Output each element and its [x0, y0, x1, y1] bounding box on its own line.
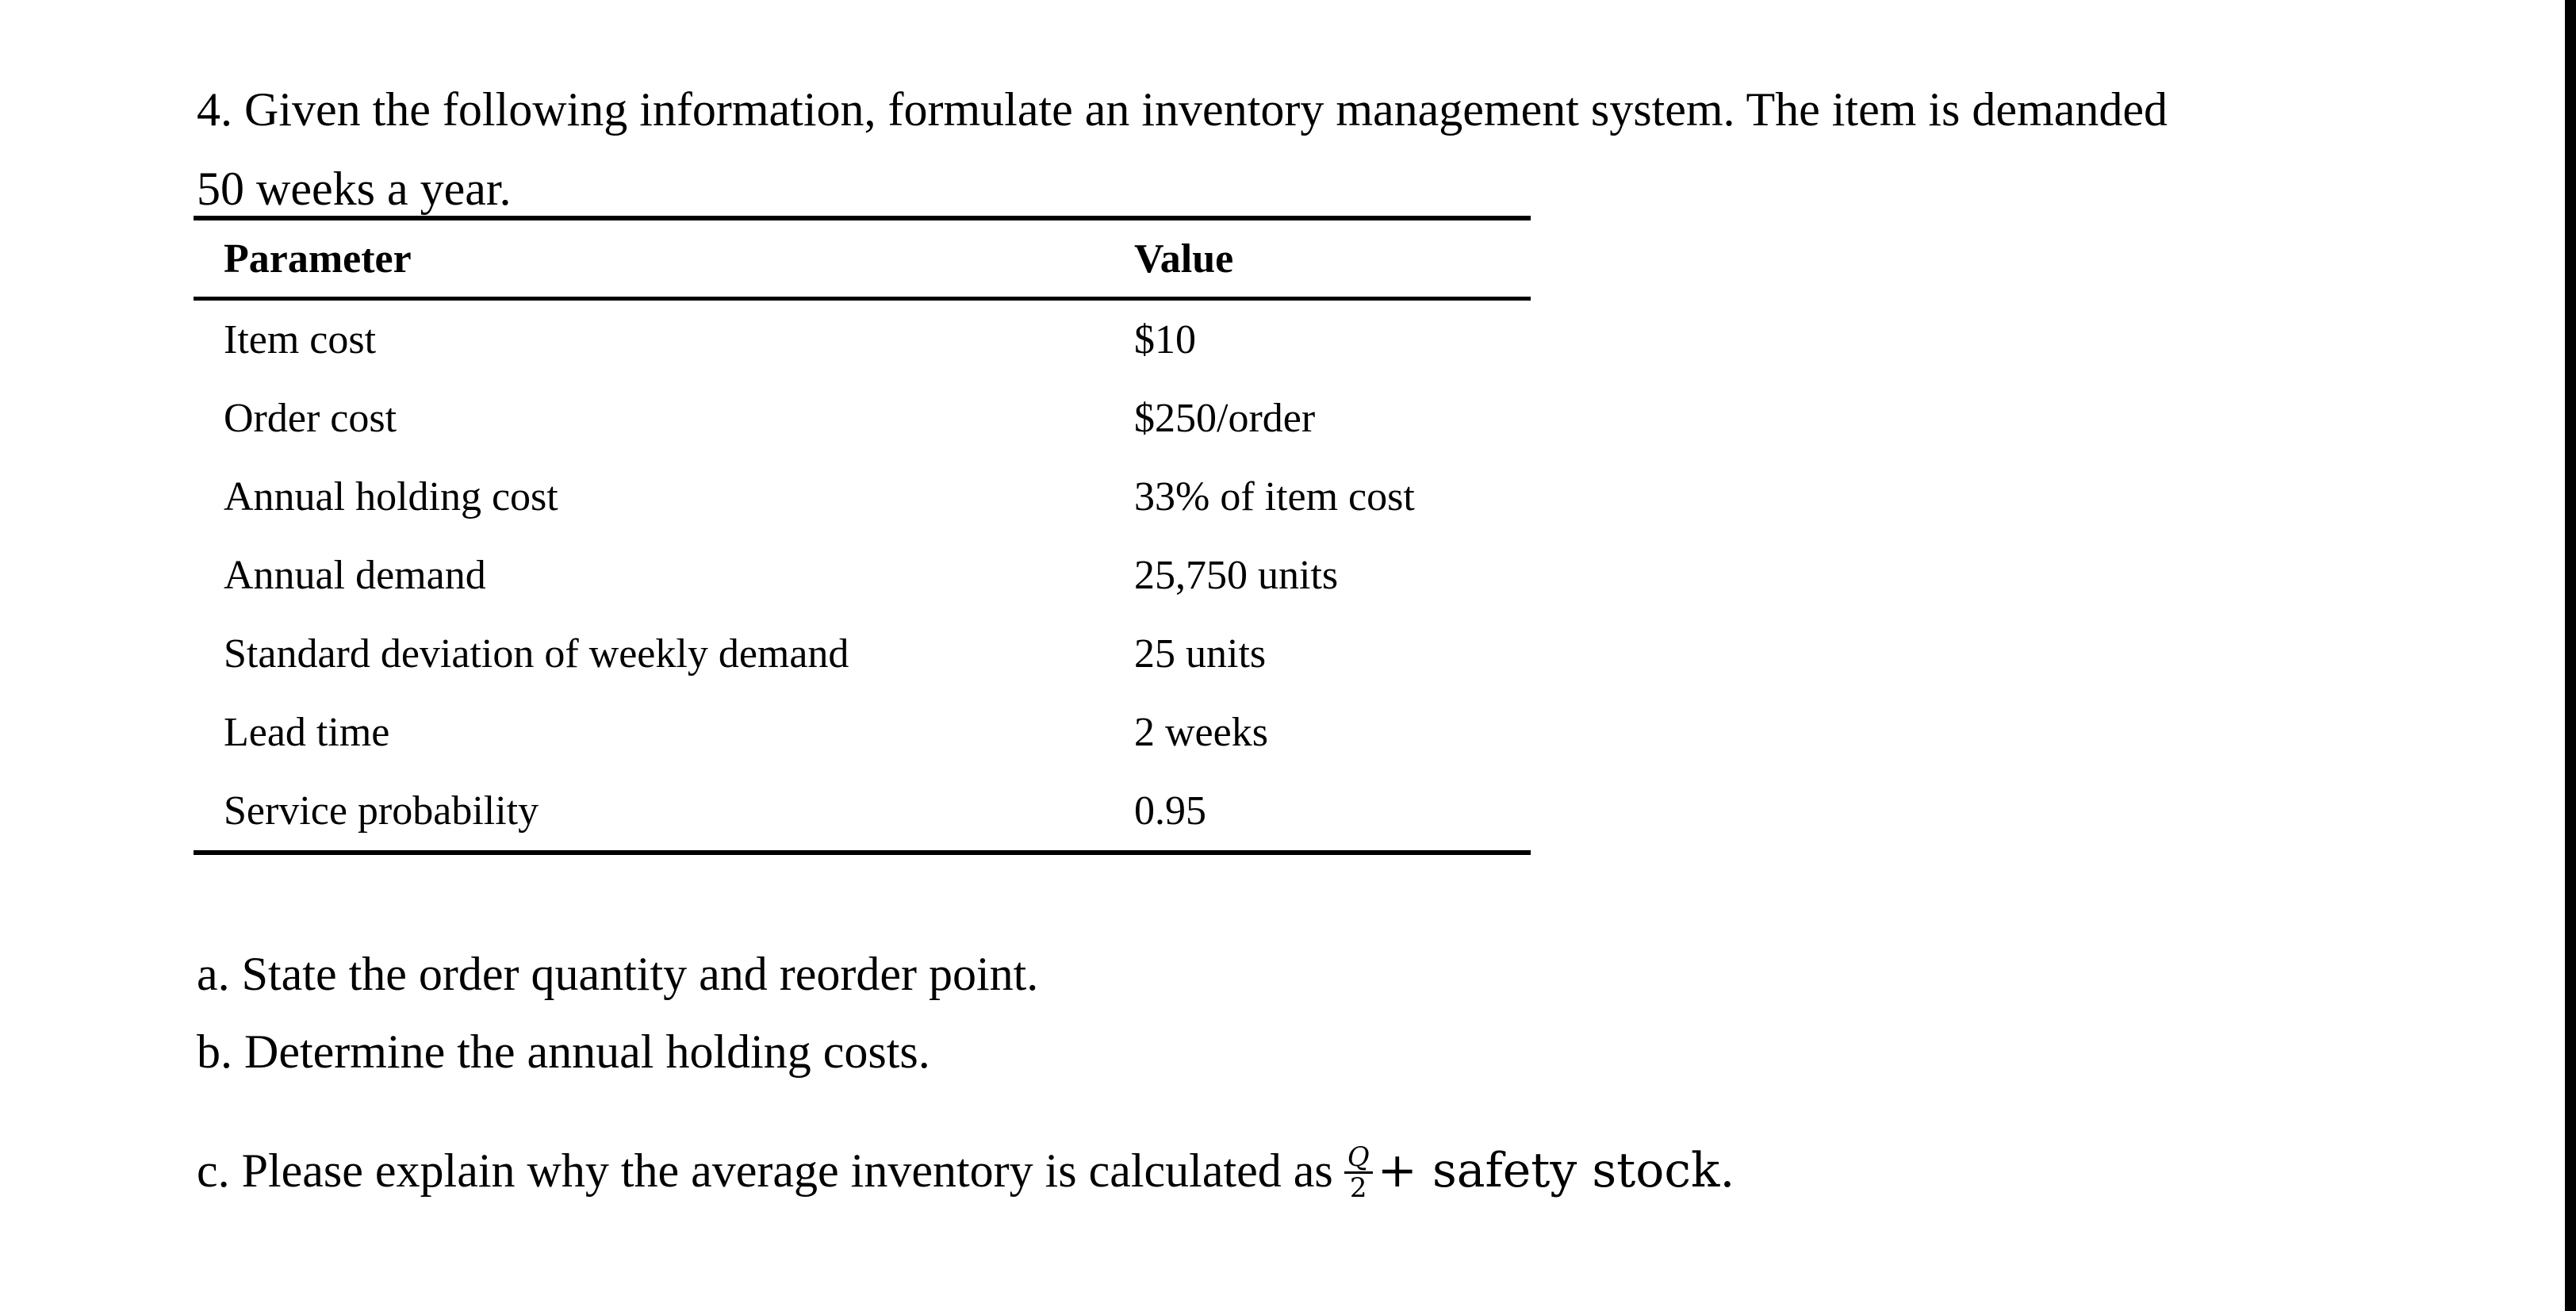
table-row — [194, 379, 1531, 458]
table-row — [194, 458, 1531, 536]
row-value: 25 units — [1134, 631, 1267, 677]
row-parameter: Service probability — [224, 788, 539, 834]
row-parameter: Lead time — [224, 710, 390, 755]
problem-statement — [197, 70, 2338, 228]
row-value: 0.95 — [1134, 788, 1206, 834]
row-value: $250/order — [1134, 396, 1316, 441]
question-c-suffix: + safety stock. — [1377, 1143, 1735, 1198]
row-parameter: Order cost — [224, 396, 397, 441]
parameters-table — [194, 216, 1531, 855]
row-parameter: Item cost — [224, 317, 377, 362]
window-edge-bar — [2565, 0, 2576, 1311]
row-parameter: Annual holding cost — [224, 474, 558, 519]
row-value: $10 — [1134, 317, 1196, 362]
row-value: 33% of item cost — [1134, 474, 1415, 519]
question-c — [197, 1139, 1735, 1206]
row-value: 2 weeks — [1134, 710, 1268, 755]
table-header-row — [194, 218, 1531, 299]
question-a: a. State the order quantity and reorder point. — [197, 948, 1039, 1000]
parameters-table-container — [194, 216, 1531, 855]
header-value: Value — [1134, 236, 1234, 282]
header-parameter: Parameter — [224, 236, 412, 282]
table-row — [194, 299, 1531, 380]
fraction-denominator: 2 — [1349, 1171, 1367, 1204]
problem-statement-line-1: 4. Given the following information, formulate an inventory management system. The item is demanded — [197, 83, 2168, 136]
row-value: 25,750 units — [1134, 553, 1339, 598]
problem-statement-line-2: 50 weeks a year. — [197, 163, 512, 215]
row-parameter: Annual demand — [224, 553, 486, 598]
question-c-prefix: c. Please explain why the average inventory is calculated as — [197, 1144, 1333, 1197]
table-row — [194, 693, 1531, 772]
row-parameter: Standard deviation of weekly demand — [224, 631, 849, 677]
fraction-numerator: Q — [1347, 1140, 1370, 1173]
table-row — [194, 615, 1531, 693]
q-over-2-fraction — [1344, 1140, 1373, 1204]
table-row — [194, 772, 1531, 853]
question-b: b. Determine the annual holding costs. — [197, 1025, 930, 1078]
table-row — [194, 536, 1531, 615]
